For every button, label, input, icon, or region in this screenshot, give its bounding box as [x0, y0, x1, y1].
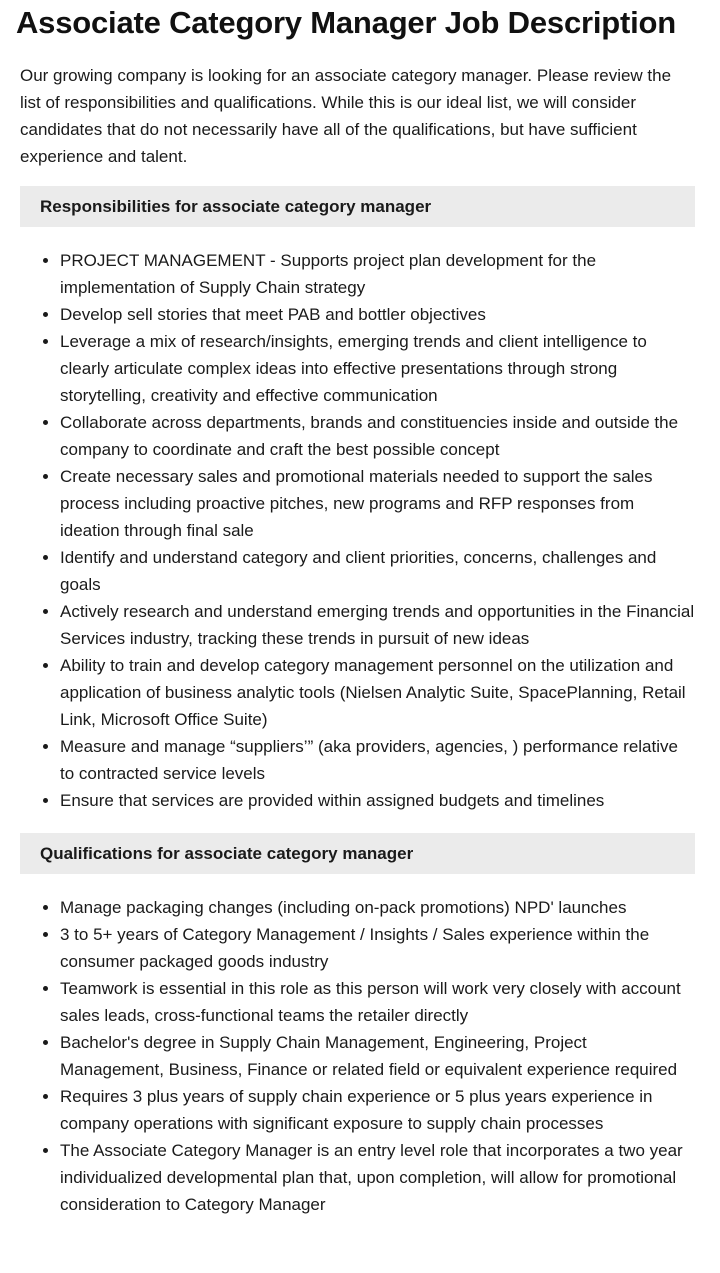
list-item: • Ensure that services are provided within assigned budgets and timelines: [60, 787, 695, 814]
list-item: • Create necessary sales and promotional materials needed to support the sales process including proactive pitches, new programs and RFP responses from ideation through final sale: [60, 463, 695, 544]
list-item: • Leverage a mix of research/insights, emerging trends and client intelligence to clearly articulate complex ideas into effective presentations through strong storytelling, creativity and effective communication: [60, 328, 695, 409]
list-item: • 3 to 5+ years of Category Management / Insights / Sales experience within the consumer packaged goods industry: [60, 921, 695, 975]
list-item: • Measure and manage “suppliers’” (aka providers, agencies, ) performance relative to contracted service levels: [60, 733, 695, 787]
list-item: • Actively research and understand emerging trends and opportunities in the Financial Services industry, tracking these trends in pursuit of new ideas: [60, 598, 695, 652]
list-item: • Collaborate across departments, brands and constituencies inside and outside the company to coordinate and craft the best possible concept: [60, 409, 695, 463]
intro-paragraph: Our growing company is looking for an associate category manager. Please review the list of responsibilities and qualifications. While this is our ideal list, we will consider candidates that do not necessarily have all of the qualifications, but have sufficient experience and talent.: [20, 66, 672, 166]
list-item: • Teamwork is essential in this role as this person will work very closely with account sales leads, cross-functional teams the retailer directly: [60, 975, 695, 1029]
responsibilities-list: [20, 247, 695, 814]
list-item: • Develop sell stories that meet PAB and bottler objectives: [60, 301, 695, 328]
list-item: • The Associate Category Manager is an entry level role that incorporates a two year individualized developmental plan that, upon completion, will allow for promotional consideration to Category Manager: [60, 1137, 695, 1218]
list-item: • Requires 3 plus years of supply chain experience or 5 plus years experience in company operations with significant exposure to supply chain processes: [60, 1083, 695, 1137]
page-title: Associate Category Manager Job Description: [16, 5, 677, 40]
qualifications-list: [20, 894, 695, 1218]
qualifications-heading: Qualifications for associate category manager: [20, 833, 695, 874]
list-item: • PROJECT MANAGEMENT - Supports project plan development for the implementation of Supply Chain strategy: [60, 247, 695, 301]
responsibilities-heading: Responsibilities for associate category manager: [20, 186, 695, 227]
list-item: • Manage packaging changes (including on-pack promotions) NPD' launches: [60, 894, 695, 921]
list-item: • Identify and understand category and client priorities, concerns, challenges and goals: [60, 544, 695, 598]
list-item: • Bachelor's degree in Supply Chain Management, Engineering, Project Management, Business, Finance or related field or equivalent experience required: [60, 1029, 695, 1083]
list-item: • Ability to train and develop category management personnel on the utilization and application of business analytic tools (Nielsen Analytic Suite, SpacePlanning, Retail Link, Microsoft Office Suite): [60, 652, 695, 733]
